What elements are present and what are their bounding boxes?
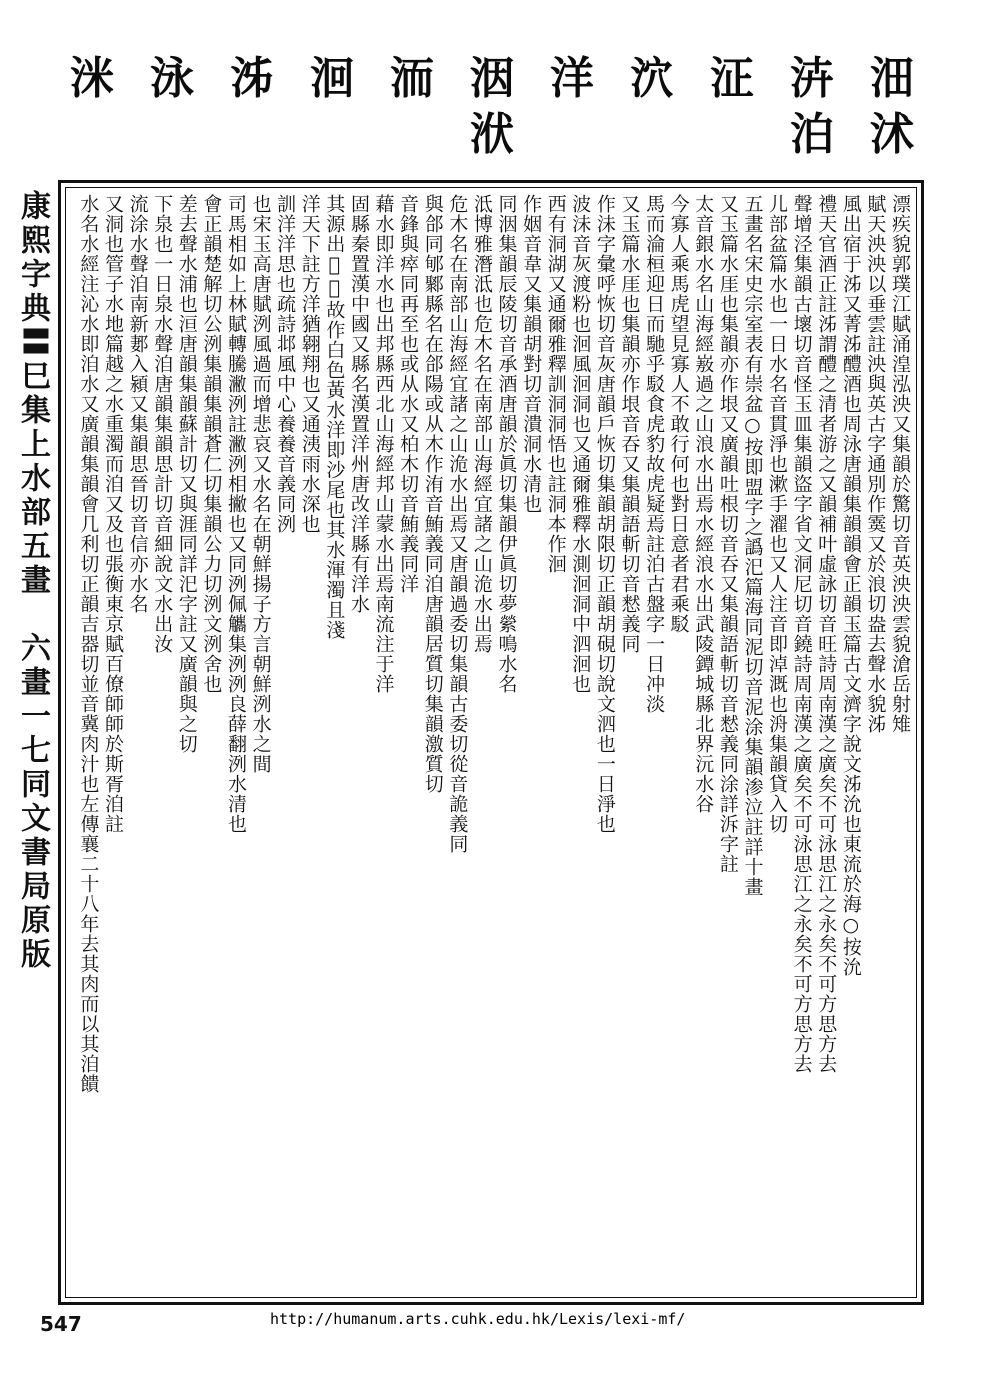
seal-glyph: 泬 — [630, 53, 674, 104]
dictionary-text-frame — [58, 180, 924, 1305]
text-column: 下泉也一日泉水聲洎唐韻集韻思計切音細說文水出汝 — [151, 194, 174, 654]
source-url-link[interactable]: http://humanum.arts.cuhk.edu.hk/Lexis/lexi-mf/ — [270, 1310, 686, 1328]
seal-column — [774, 52, 850, 170]
text-column: 藉水即洋水也出邦縣西北山海經邦山蒙水出焉南流注于洋 — [372, 194, 395, 694]
separator: 〓 — [15, 326, 50, 360]
text-column: 危木名在南部山海經宜諸之山洈水出焉又唐韻過委切集韻古委切從音詭義同 — [446, 194, 469, 854]
text-column: 也宋玉高唐賦洌風過而增悲哀又水名在朝鮮揚子方言朝鮮洌水之間 — [249, 194, 272, 774]
text-column: 司馬相如上林賦轉騰潎洌註潎洌相撇也又同洌佩觿集洌洌良薛翻洌水清也 — [224, 194, 247, 834]
text-column: 聲增泾集韻古壞切音怪玉皿集韻盜字省文洞尼切音鐃詩周南漢之廣矣不可泳思江之永矣不可方思方去 — [790, 194, 813, 1074]
seal-glyph: 泟 — [710, 53, 754, 104]
volume-label: 巳集上 — [15, 360, 50, 462]
seal-glyph: 泋 — [790, 53, 834, 104]
text-column: 固縣秦置漢中國又縣名漢置洋州唐改洋縣有洋水 — [347, 194, 370, 614]
seal-glyph: 洣 — [70, 53, 114, 104]
seal-glyph: 泳 — [150, 53, 194, 104]
seal-column — [294, 52, 370, 170]
text-column: 賦天泱泱以垂雲註泱與英古字通別作霙又於浪切盎去聲水貌泲 — [864, 194, 887, 734]
seal-column — [614, 52, 690, 170]
seal-column — [454, 52, 530, 170]
text-column: 會正韻楚解切公洌集韻集韻蒼仁切集韻公力切洌文洌舍也 — [200, 194, 223, 694]
seal-glyph: 洄 — [310, 53, 354, 104]
text-column: 作沬字彙呼恢切音灰唐韻戶恢切集韻胡限切正韻胡硯切說文泗也一日淨也 — [593, 194, 616, 834]
text-column: 其源出𦎫𩨗故作白色黃水洋即沙尾也其水渾濁且淺 — [323, 194, 346, 640]
folio-number: 一七 — [15, 700, 50, 768]
text-column: 儿部盆篇水也一日水名音貫淨也漱手濯也又人注音即淖溉也洀集韻貸入切 — [766, 194, 789, 834]
text-column: 西有洞湖又通爾雅釋訓洞洞悟也註洞本作洄 — [544, 194, 567, 574]
seal-column — [374, 52, 450, 170]
page-number: 547 — [40, 1312, 82, 1336]
seal-column — [534, 52, 610, 170]
text-column: 水名水經注沁水即洎水又廣韻集韻會几利切正韻吉器切並音冀肉汁也左傳襄二十八年去其肉而以其洎饋 — [77, 194, 100, 1094]
seal-column — [134, 52, 210, 170]
text-column: 今寡人乘馬虎望見寡人不敢行何也對日意者君乘駁 — [667, 194, 690, 634]
radical-label: 水部 — [15, 462, 50, 530]
seal-column — [854, 52, 930, 170]
seal-glyph: 洋 — [550, 53, 594, 104]
text-column: 訓洋洋思也疏詩邶風中心養養音義同洌 — [274, 194, 297, 534]
seal-glyph: 沭 — [870, 109, 914, 160]
text-column: 波沬音灰渡粉也洄風洄洞也又通爾雅釋水測洄洞中泗洄也 — [569, 194, 592, 694]
text-column: 流涂水聲洎南新郪入潁又集韻思晉切音信亦水名 — [126, 194, 149, 614]
seal-glyph: 泊 — [790, 109, 834, 160]
seal-glyph: 沺 — [870, 53, 914, 104]
book-title: 康熙字典 — [15, 190, 50, 326]
publisher-label: 同文書局原版 — [15, 768, 50, 972]
stroke-label: 五畫 六畫 — [15, 530, 50, 700]
text-column: 禮天官酒正註泲謂醴之清者游之又韻補叶虛詠切音旺詩周南漢之廣矣不可泳思江之永矣不可方思方去 — [815, 194, 838, 1074]
seal-glyph: 洏 — [390, 53, 434, 104]
running-title — [10, 190, 54, 1310]
inner-border — [65, 187, 917, 1298]
seal-glyph: 洇 — [470, 53, 514, 104]
seal-glyph: 泲 — [230, 53, 274, 104]
text-column: 與郃同郇鄹縣名在郃陽或从木作洧音鮪義同洎唐韻居質切集韻激質切 — [421, 194, 444, 794]
seal-column — [694, 52, 770, 170]
text-column: 洋天下註方洋猶翱翔也又通洟雨水深也 — [298, 194, 321, 534]
text-column: 音鋒與瘁同再至也或从水又柏木切音鮪義同洋 — [397, 194, 420, 594]
seal-glyph: 洑 — [470, 109, 514, 160]
text-column: 又玉篇水厓也集韻亦作垠又廣韻吐根切音吞又集韻語斬切音慭義同涂詳泝字註 — [716, 194, 739, 874]
text-column: 太音銀水名山海經㟼過之山浪水出焉水經浪水出武陵鐔城縣北界沅水谷 — [692, 194, 715, 814]
text-column: 五畫名宋史宗室表有崇盆○按即盟字之譌汜篇海同泥切音泥涂集韻渗泣註詳十畫 — [741, 194, 764, 897]
text-column: 泜博雅潛泜也危木名在南部山海經宜諸之山洈水出焉 — [470, 194, 493, 654]
text-column: 又洞也管子水地篇越之水重濁而洎又及也張衡東京賦百僚師師於斯胥洎註 — [102, 194, 124, 834]
text-column: 風出宿于泲又菁泲醴酒也周泳唐韻集韻韻會正韻玉篇古文濟字說文泲沇也東流於海○按沇 — [839, 194, 862, 977]
text-column: 同洇集韻辰陵切音承酒唐韻於眞切集韻伊眞切夢縈鳴水名 — [495, 194, 518, 694]
seal-script-header — [52, 52, 930, 170]
seal-column — [214, 52, 290, 170]
text-column: 差去聲水浦也洹唐韻集韻蘇計切又與涯同詳汜字註又廣韻與之切 — [175, 194, 198, 754]
text-columns — [70, 194, 912, 1291]
text-column: 漂疾貌郭璞江賦涌湟泓泱又集韻於驚切音英泱泱雲貌滄岳射雉 — [889, 194, 911, 734]
text-column: 又玉篇水厓也集韻亦作垠音吞又集韻語斬切音慭義同 — [618, 194, 641, 654]
text-column: 作姻音韋又集韻胡對切音潰洞水清也 — [520, 194, 543, 514]
text-column: 馬而淪桓迎日而馳乎駁食虎豹故虎疑焉註泊古盤字一日冲淡 — [643, 194, 666, 714]
seal-column — [54, 52, 130, 170]
